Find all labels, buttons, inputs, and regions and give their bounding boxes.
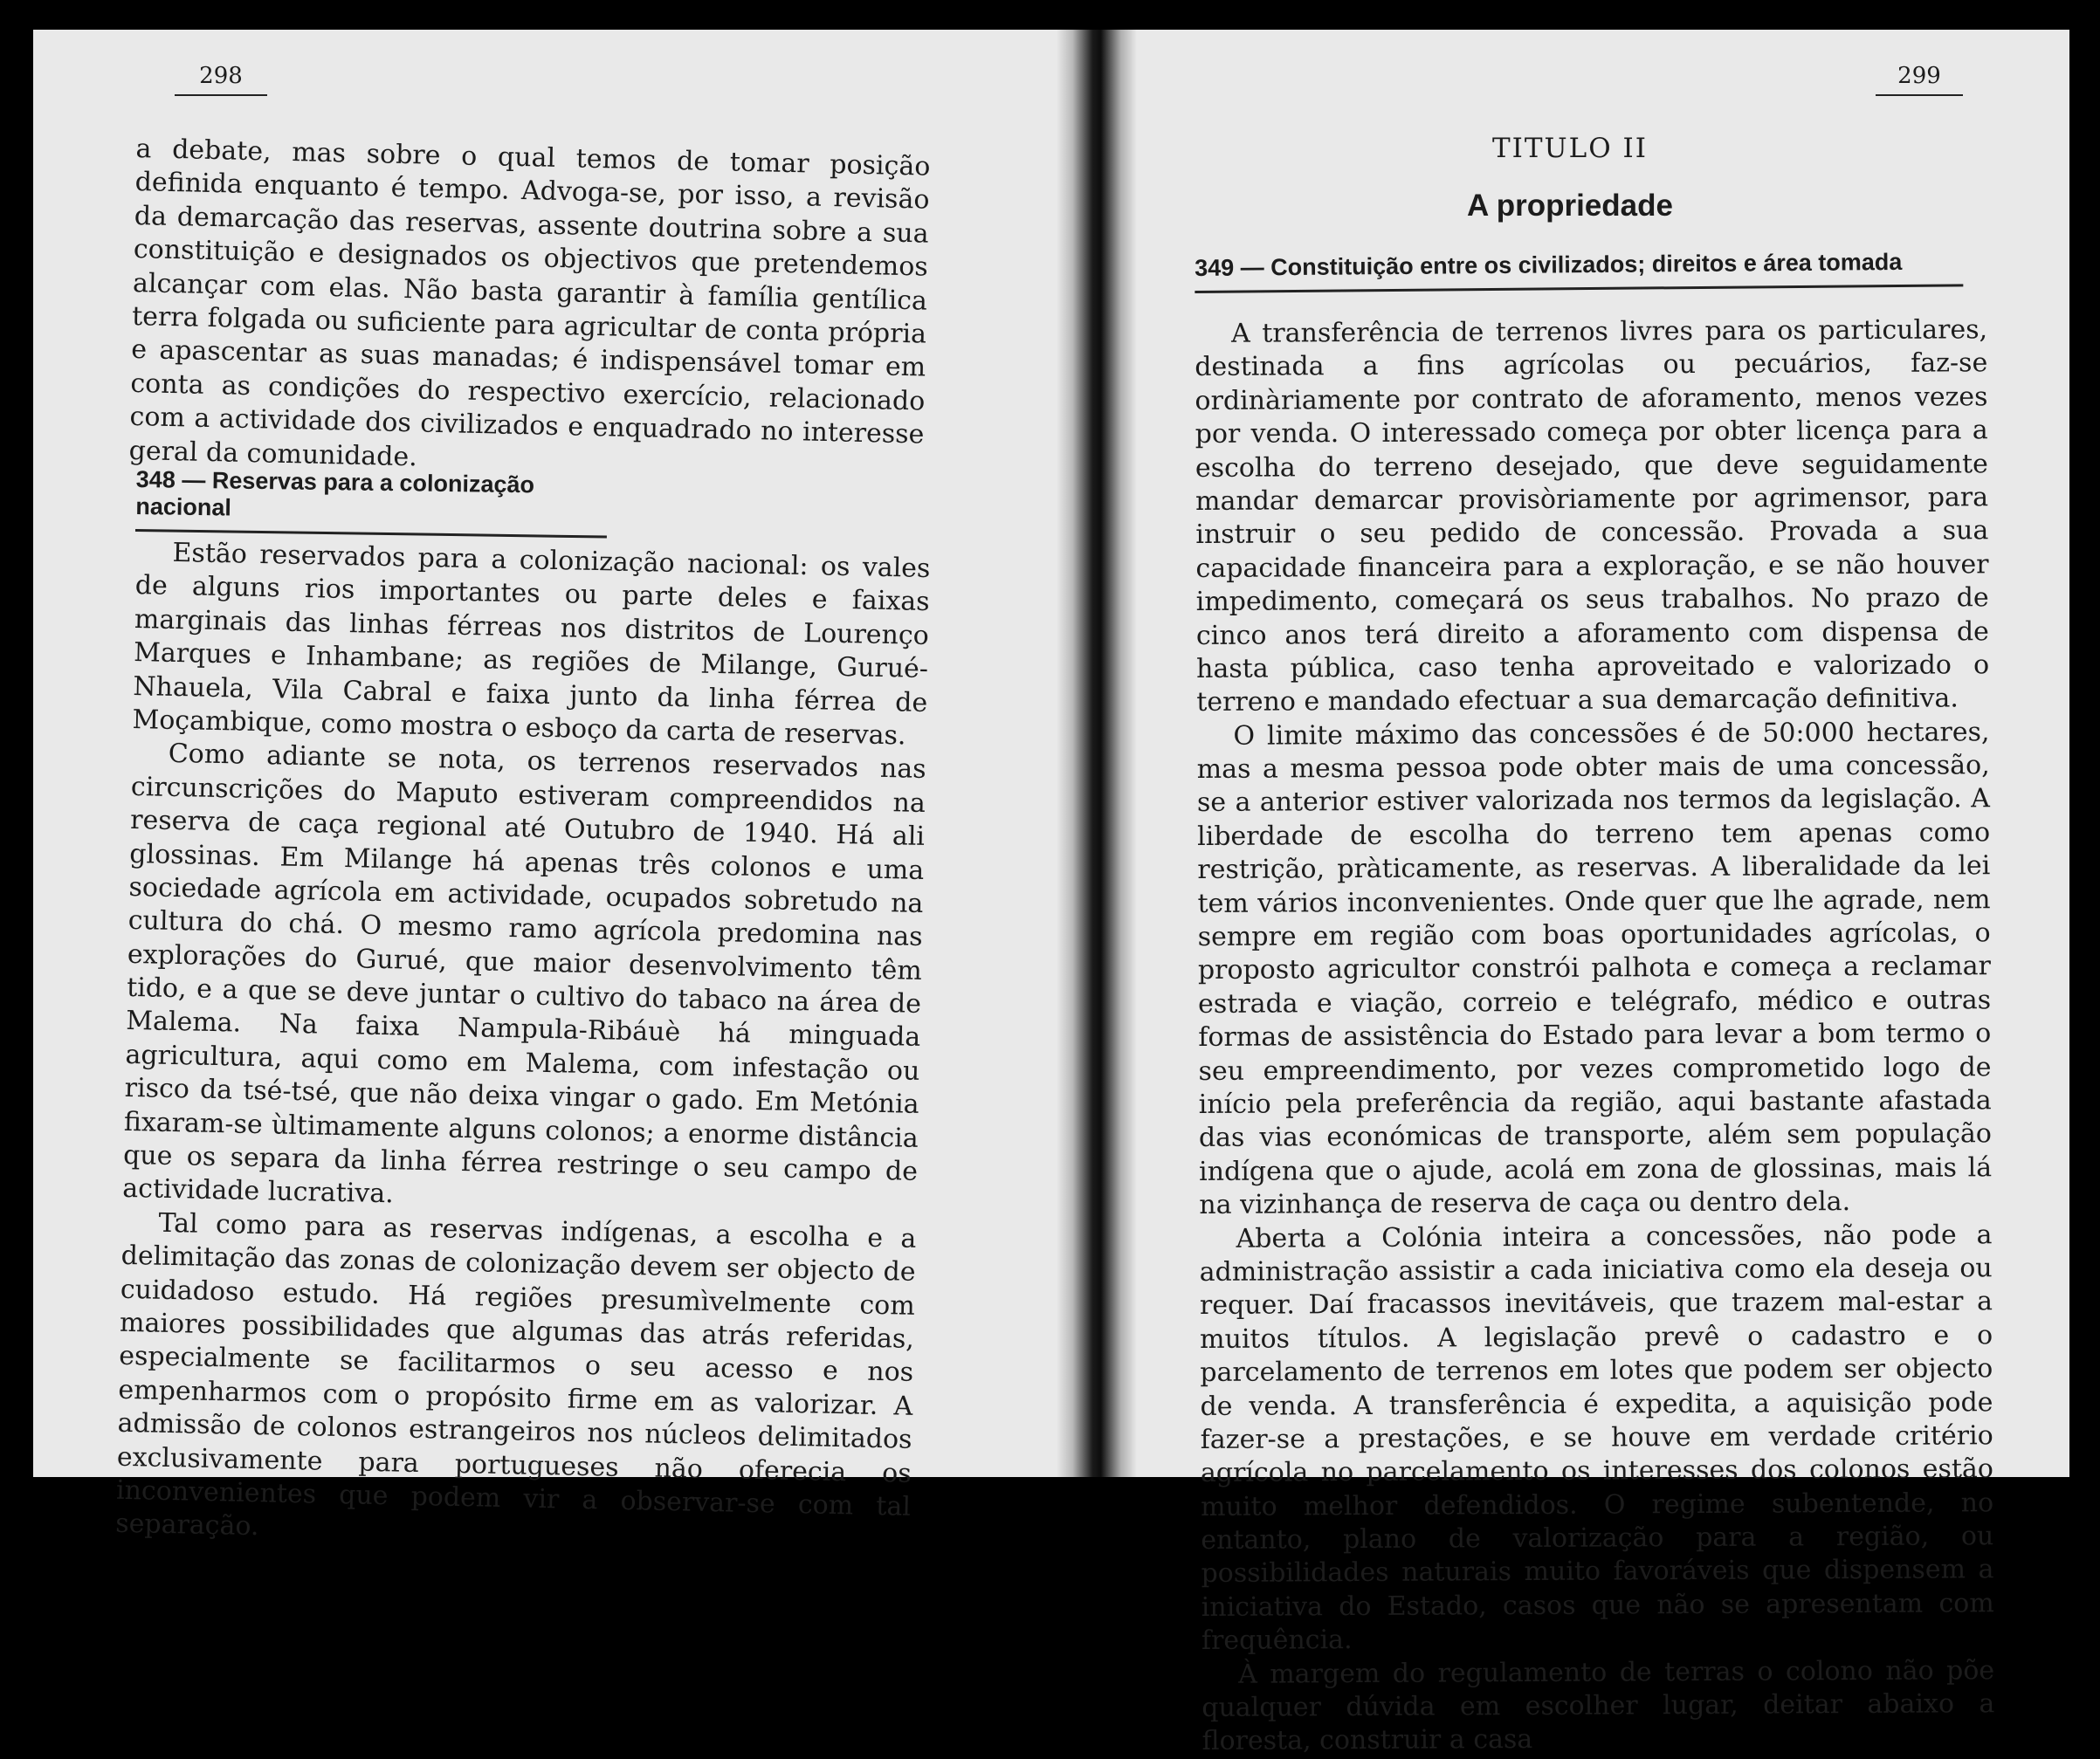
paragraph: O limite máximo das concessões é de 50:000 hectares, mas a mesma pessoa pode obter mais de uma concessão, se a anterior estiver valorizada nos termos da legislação. A liberdade de escolha do terreno tem apenas como restrição, pràticamente, as reservas. A liberalidade da lei tem vários inconvenientes. Onde quer que lhe agrade, nem sempre em região com boas oportunidades agrícolas, o proposto agricultor constrói palhota e começa a reclamar estrada e viação, correio e telégrafo, médico e outras formas de assistência do Estado para levar a bom termo o seu empreendimento, por vezes comprometido logo de início pela preferência da região, aqui bastante afastada das vias económicas de transporte, além sem população indígena que o ajude, acolá em zona de glossinas, mais lá na vizinhança de reserva de caça ou dentro dela.: [1196, 716, 1993, 1221]
section-349-body: [1195, 313, 1995, 1759]
page-number: 299: [1876, 63, 1963, 96]
section-heading-348: 348 — Reservas para a colonização nacional: [135, 466, 608, 539]
paragraph: À margem do regulamento de terras o colono não põe qualquer dúvida em escolher lugar, deitar abaixo a floresta, construir a casa: [1201, 1654, 1995, 1757]
section-heading-349: 349 — Constituição entre os civilizados; direitos e área tomada: [1195, 248, 1963, 293]
paragraph: Tal como para as reservas indígenas, a escolha e a delimitação das zonas de colonização devem ser objecto de cuidadoso estudo. Há regiões presumìvelmente com maiores possibilidades que algumas das atrás referidas, especialmente se facilitarmos o seu acesso e nos empenharmos com o propósito firme em as valorizar. A admissão de colonos estrangeiros nos núcleos delimitados exclusivamente para portugueses não oferecia os inconvenientes que podem vir a observar-se com tal separação.: [114, 1207, 917, 1543]
scanned-book-spread: [33, 30, 2069, 1757]
part-number: TITULO II: [1491, 133, 1649, 164]
paragraph: a debate, mas sobre o qual temos de tomar posição definida enquanto é tempo. Advoga-se, por isso, a revisão da demarcação das reservas, assente doutrina sobre a sua constituição e designados os objectivos que pretendemos alcançar com elas. Não basta garantir à família gentílica terra folgada ou suficiente para agricultar de conta própria e apascentar as suas manadas; é indispensável tomar em conta as condições do respectivo exercício, relacionado com a actividade dos civilizados e enquadrado no interesse geral da comunidade.: [128, 133, 931, 472]
book-gutter: [1057, 30, 1137, 1477]
paragraph: Estão reservados para a colonização nacional: os vales de alguns rios importantes ou parte deles e faixas marginais das linhas férreas nos distritos de Lourenço Marques e Inhambane; as regiões de Milange, Gurué-Nhauela, Vila Cabral e faixa junto da linha férrea de Moçambique, como mostra o esboço da carta de reservas.: [132, 537, 931, 752]
paragraph: Como adiante se nota, os terrenos reservados nas circunscrições do Maputo estiveram compreendidos na reserva de caça regional até Outubro de 1940. Há ali glossinas. Em Milange há apenas três colonos e uma sociedade agrícola em actividade, ocupados sobretudo na cultura do chá. O mesmo ramo agrícola predomina nas explorações do Gurué, que maior desenvolvimento têm tido, e a que se deve juntar o cultivo do tabaco na área de Malema. Na faixa Nampula-Ribáuè há minguada agricultura, aqui como em Malema, com infestação ou risco da tsé-tsé, que não deixa vingar o gado. Em Metónia fixaram-se ùltimamente alguns colonos; a enorme distância que os separa da linha férrea restringe o seu campo de actividade lucrativa.: [121, 739, 926, 1210]
section-348-body: [115, 536, 931, 1558]
intro-paragraph: [128, 133, 930, 485]
paragraph: Aberta a Colónia inteira a concessões, não pode a administração assistir a cada iniciativa como ela deseja ou requer. Daí fracassos inevitáveis, que trazem mal-estar a muitos títulos. A legislação prevê o cadastro e o parcelamento de terrenos em lotes que podem ser objecto de venda. A transferência é expedita, a aquisição pode fazer-se a prestações, e se houve em verdade critério agrícola no parcelamento os interesses dos colonos estão muito melhor defendidos. O regime subentende, no entanto, plano de valorização para a região, ou possibilidades naturais muito favoráveis que dispensem a iniciativa do Estado, casos que não se apresentam com frequência.: [1199, 1219, 1994, 1657]
left-page: [101, 30, 940, 1543]
right-page: [1160, 30, 1998, 1757]
part-title: A propriedade: [1467, 189, 1673, 223]
paragraph: A transferência de terrenos livres para os particulares, destinada a fins agrícolas ou pecuários, faz-se ordinàriamente por contrato de aforamento, menos vezes por venda. O interessado começa por obter licença para a escolha do terreno desejado, que deve seguidamente mandar demarcar provisòriamente por agrimensor, para instruir o seu pedido de concessão. Provada a sua capacidade financeira para a exploração, e se não houver impedimento, começará os seus trabalhos. No prazo de cinco anos terá direito a aforamento com dispensa de hasta pública, caso tenha aproveitado e valorizado o terreno e mandado efectuar a sua demarcação definitiva.: [1195, 314, 1990, 718]
page-number: 298: [175, 63, 267, 96]
